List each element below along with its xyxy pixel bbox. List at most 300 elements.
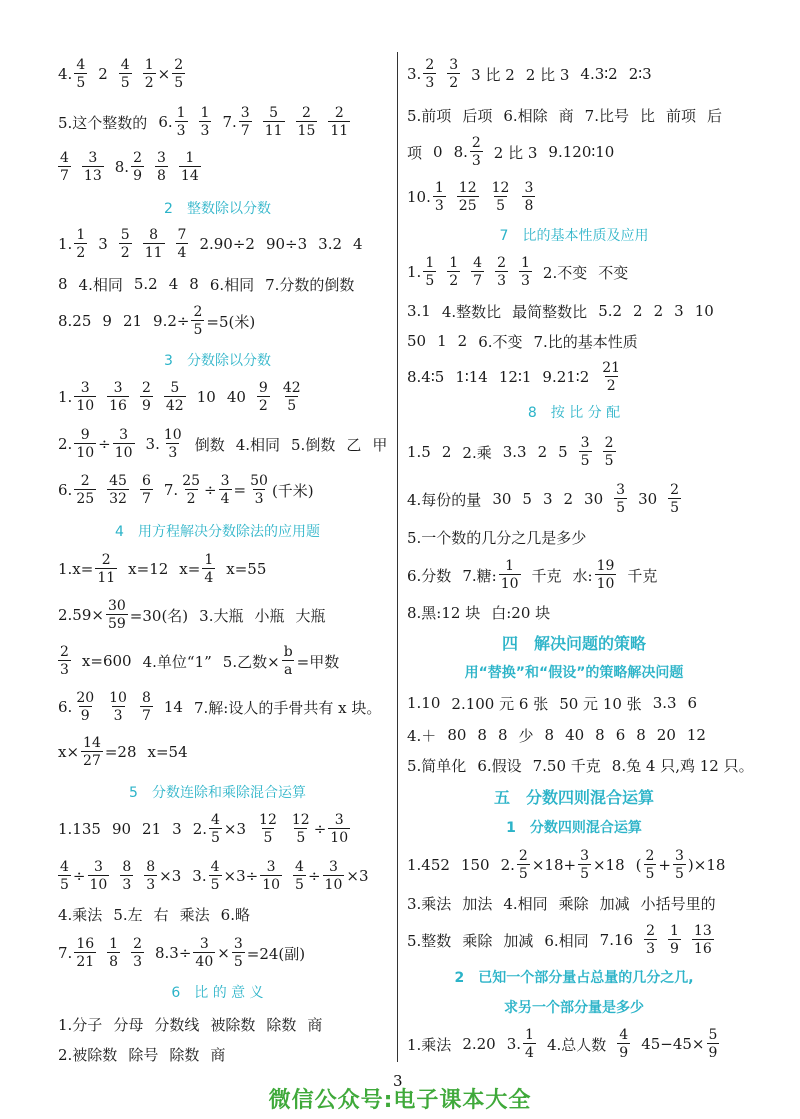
answer-text: 分数线 — [154, 1015, 200, 1034]
fraction-numerator: 3 — [199, 936, 209, 952]
answer-line — [407, 555, 752, 595]
heading-text: 5 分数连除和乘除混合运算 — [129, 785, 306, 801]
answer-text: 项 — [407, 143, 423, 162]
answer-text: 不变 — [598, 263, 629, 282]
answer-text: 商 — [558, 106, 574, 125]
answer-text: 2.20 — [462, 1035, 496, 1053]
answer-text: 1. — [58, 388, 73, 406]
fraction-numerator: 3 — [449, 57, 459, 73]
answer-text: 2 比 3 — [525, 65, 570, 84]
heading-text: 2 已知一个部分量占总量的几分之几, — [454, 970, 694, 986]
answer-text: 2 — [457, 332, 468, 350]
answer-text: 2 — [537, 443, 548, 461]
fraction-numerator: 3 — [113, 380, 123, 396]
answer-text: 2 — [633, 302, 643, 320]
fraction — [328, 813, 350, 845]
fraction-numerator: 3 — [329, 859, 338, 875]
fraction-denominator: 8 — [524, 198, 534, 214]
answer-line — [58, 470, 388, 510]
answer-text: x=600 — [81, 652, 132, 670]
answer-text: 50 — [407, 332, 427, 350]
answer-line — [58, 1034, 388, 1074]
answer-text: 20 — [656, 726, 676, 744]
fraction-numerator: 7 — [177, 227, 187, 243]
answer-text: 6 — [615, 726, 626, 744]
answer-text: × — [157, 65, 171, 83]
answer-line — [407, 845, 752, 885]
fraction-numerator: 10 — [163, 427, 182, 443]
fraction-denominator: 5 — [233, 954, 243, 970]
answer-text: x= — [179, 560, 201, 578]
fraction — [74, 381, 96, 413]
answer-text: 8 — [58, 275, 68, 293]
fraction-numerator: 50 — [250, 473, 268, 489]
answer-text: 6. — [158, 113, 173, 131]
fraction — [457, 181, 479, 213]
answer-text: + — [658, 856, 671, 874]
answer-text: 30 — [492, 490, 512, 508]
fraction-numerator: 2 — [645, 848, 655, 864]
fraction — [644, 849, 657, 881]
answer-text: 5 — [558, 443, 568, 461]
answer-text: 6. — [58, 481, 73, 499]
answer-text: 4.乘法 — [58, 905, 103, 924]
fraction-denominator: 9 — [133, 168, 142, 184]
answer-text: 加减 — [503, 931, 534, 950]
fraction-numerator: b — [283, 644, 293, 660]
answer-text: 21 — [142, 820, 162, 838]
answer-text: 3.大瓶 — [199, 606, 244, 625]
fraction — [219, 474, 232, 506]
answer-text: 7.解:设人的手骨共有 x 块。 — [193, 698, 382, 717]
fraction-numerator: 2 — [133, 150, 142, 166]
fraction-denominator: 5 — [604, 453, 614, 469]
fraction-denominator: 32 — [109, 491, 127, 507]
answer-text: =24(副) — [246, 944, 306, 963]
answer-text: 2 — [653, 302, 664, 320]
fraction — [131, 151, 144, 183]
fraction-denominator: 4 — [204, 570, 214, 586]
answer-text: 1.135 — [58, 820, 101, 838]
answer-text: 被除数 — [210, 1015, 256, 1034]
fraction-denominator: 5 — [193, 322, 203, 338]
fraction-denominator: 10 — [330, 830, 349, 846]
section-heading — [407, 807, 752, 847]
fraction-numerator: 13 — [693, 923, 712, 939]
fraction-denominator: 5 — [120, 75, 130, 91]
answer-text: 6.分数 — [407, 566, 452, 585]
fraction — [74, 937, 96, 969]
fraction — [644, 924, 657, 956]
answer-text: 7. — [222, 113, 237, 131]
fraction — [209, 860, 222, 892]
answer-text: ×3 — [346, 867, 369, 885]
fraction-denominator: 5 — [295, 877, 304, 893]
answer-line — [407, 177, 752, 217]
fraction-numerator: 2 — [141, 380, 151, 396]
fraction-denominator: 59 — [107, 616, 126, 632]
fraction-numerator: 2 — [604, 435, 614, 451]
fraction-denominator: 3 — [254, 491, 264, 507]
fraction-denominator: 14 — [180, 168, 199, 184]
fraction-numerator: 4 — [60, 859, 69, 875]
answer-text: 9 — [102, 312, 112, 330]
fraction-numerator: 2 — [471, 135, 481, 151]
fraction-numerator: 4 — [76, 57, 86, 73]
fraction-numerator: 30 — [107, 598, 126, 614]
answer-text: 8. — [453, 143, 468, 161]
answer-text: 3 — [542, 490, 553, 508]
answer-text: 10 — [196, 388, 216, 406]
fraction-denominator: 5 — [670, 500, 680, 516]
answer-text: 水: — [572, 566, 593, 585]
fraction — [74, 428, 96, 460]
answer-text: 2 — [563, 490, 574, 508]
fraction-denominator: 4 — [177, 245, 187, 261]
answer-text: 8.3÷ — [154, 944, 192, 962]
answer-text: 后 — [707, 106, 723, 125]
fraction — [290, 813, 312, 845]
answer-text: ÷ — [307, 867, 321, 885]
fraction-numerator: 3 — [580, 848, 589, 864]
answer-text: 商 — [307, 1015, 323, 1034]
answer-text: 5.2 — [133, 275, 158, 293]
fraction — [107, 691, 129, 723]
fraction-denominator: 7 — [240, 123, 250, 139]
fraction-denominator: 3 — [122, 877, 132, 893]
fraction-numerator: 5 — [120, 227, 130, 243]
answer-text: 5.这个整数的 — [58, 113, 148, 132]
fraction-denominator: 3 — [521, 273, 530, 289]
answer-text: 5.2 — [598, 302, 623, 320]
answer-text: 8. — [114, 158, 130, 176]
fraction-denominator: 11 — [330, 123, 349, 139]
answer-line — [407, 479, 752, 519]
section-heading — [58, 772, 388, 812]
answer-text: 150 — [460, 856, 490, 874]
fraction-denominator: 5 — [675, 866, 684, 882]
fraction-denominator: 10 — [89, 877, 108, 893]
answer-text: 45−45× — [641, 1035, 705, 1053]
answer-text: 90 — [111, 820, 132, 838]
fraction-denominator: 10 — [76, 445, 95, 461]
answer-text: 3 — [98, 235, 108, 253]
answer-text: 分母 — [113, 1015, 144, 1034]
fraction — [614, 483, 627, 515]
answer-text: 6.假设 — [477, 756, 522, 775]
heading-text: 3 分数除以分数 — [164, 353, 271, 369]
fraction-denominator: 3 — [646, 941, 655, 957]
fraction-numerator: 1 — [449, 255, 459, 271]
answer-text: 2. — [192, 820, 207, 838]
fraction-denominator: 5 — [580, 453, 590, 469]
answer-text: 4 — [353, 235, 363, 253]
answer-text: 乙 — [346, 435, 362, 454]
fraction-numerator: 9 — [80, 427, 90, 443]
fraction-numerator: 45 — [109, 473, 127, 489]
fraction-denominator: 11 — [264, 123, 283, 139]
answer-text: 4.每份的量 — [407, 490, 482, 509]
fraction-numerator: 5 — [269, 105, 279, 121]
fraction-numerator: 4 — [60, 150, 69, 166]
answer-text: 少 — [518, 726, 534, 745]
fraction-denominator: 3 — [497, 273, 506, 289]
fraction — [155, 151, 168, 183]
fraction-numerator: 3 — [220, 473, 230, 489]
fraction — [296, 106, 318, 138]
heading-text: 1 分数四则混合运算 — [506, 820, 642, 836]
fraction-denominator: 27 — [83, 753, 101, 769]
fraction-denominator: 3 — [168, 445, 178, 461]
answer-text: 7. — [163, 481, 179, 499]
answer-text: 5.简单化 — [407, 756, 467, 775]
answer-line — [58, 424, 388, 464]
fraction — [95, 553, 117, 585]
answer-text: 5.左 — [113, 905, 143, 924]
fraction — [603, 436, 616, 468]
answer-text: 3. — [145, 435, 160, 453]
fraction-numerator: 9 — [258, 380, 268, 396]
answer-text: 小括号里的 — [640, 894, 716, 913]
answer-line — [58, 224, 388, 264]
fraction-denominator: 13 — [83, 168, 102, 184]
fraction — [58, 860, 71, 892]
fraction — [193, 937, 215, 969]
answer-text: 2.被除数 — [58, 1045, 118, 1064]
fraction — [58, 645, 71, 677]
fraction-denominator: 10 — [114, 445, 133, 461]
fraction-numerator: 16 — [76, 936, 95, 952]
fraction-numerator: 21 — [602, 360, 621, 376]
fraction — [119, 228, 132, 260]
answer-text: )×18 — [687, 856, 726, 874]
fraction-numerator: 8 — [122, 859, 132, 875]
answer-text: x× — [58, 743, 80, 761]
fraction-numerator: 8 — [141, 690, 151, 706]
answer-text: ×3 — [159, 867, 182, 885]
fraction-denominator: 7 — [141, 708, 151, 724]
answer-line — [407, 1024, 752, 1064]
answer-line — [58, 732, 388, 772]
fraction-denominator: 2 — [606, 378, 616, 394]
answer-text: 4 — [168, 275, 179, 293]
fraction-numerator: 6 — [141, 473, 151, 489]
fraction — [517, 849, 530, 881]
answer-text: 3 — [172, 820, 182, 838]
section-heading — [407, 392, 752, 432]
fraction — [172, 58, 185, 90]
fraction-numerator: 2 — [425, 57, 435, 73]
answer-line — [58, 102, 388, 142]
answer-text: 5.前项 — [407, 106, 452, 125]
answer-text: 7.比号 — [584, 106, 629, 125]
fraction-numerator: 3 — [80, 380, 90, 396]
answer-text: 千克 — [627, 566, 658, 585]
fraction-numerator: 1 — [425, 255, 435, 271]
fraction — [260, 860, 282, 892]
fraction — [140, 381, 153, 413]
fraction-denominator: 2 — [449, 273, 459, 289]
heading-text: 8 按 比 分 配 — [527, 405, 621, 421]
answer-text: 1.452 — [407, 856, 450, 874]
fraction-numerator: 1 — [144, 57, 154, 73]
fraction-denominator: 7 — [141, 491, 151, 507]
fraction — [519, 256, 532, 288]
answer-text: 加法 — [462, 894, 493, 913]
fraction-denominator: 16 — [693, 941, 712, 957]
answer-text: 2.乘 — [462, 443, 492, 462]
fraction-numerator: 3 — [88, 150, 98, 166]
section-heading — [58, 511, 388, 551]
answer-text: 8.4∶5 — [407, 368, 445, 386]
fraction-numerator: 3 — [240, 105, 250, 121]
answer-text: 3.1 — [407, 302, 431, 320]
answer-text: 除数 — [266, 1015, 297, 1034]
answer-text: 1.乘法 — [407, 1035, 452, 1054]
fraction-denominator: 25 — [458, 198, 477, 214]
answer-text: 6.相同 — [544, 931, 589, 950]
fraction-numerator: 1 — [669, 923, 679, 939]
fraction — [88, 860, 110, 892]
fraction — [131, 937, 144, 969]
fraction-numerator: 2 — [334, 105, 344, 121]
fraction — [180, 474, 202, 506]
answer-text: 30 — [584, 490, 604, 508]
fraction-denominator: 10 — [596, 576, 615, 592]
answer-line — [407, 920, 752, 960]
fraction — [282, 645, 295, 677]
fraction-denominator: 5 — [60, 877, 69, 893]
answer-text: 6.略 — [220, 905, 250, 924]
answer-line — [58, 933, 388, 973]
answer-text: 8.25 — [58, 312, 92, 330]
fraction — [495, 256, 508, 288]
fraction-numerator: 2 — [670, 482, 680, 498]
fraction-denominator: 25 — [76, 491, 95, 507]
answer-text: 乘除 — [558, 894, 589, 913]
fraction — [470, 136, 483, 168]
answer-text: 3.3 — [652, 694, 677, 712]
answer-text: 5.倒数 — [291, 435, 336, 454]
fraction — [248, 474, 270, 506]
answer-text: 2∶3 — [628, 65, 652, 83]
section-heading — [407, 215, 752, 255]
answer-text: 3.乘法 — [407, 894, 452, 913]
fraction-denominator: 2 — [258, 398, 268, 414]
answer-line — [58, 377, 388, 417]
section-heading — [58, 188, 388, 228]
answer-text: x=54 — [147, 743, 188, 761]
fraction-numerator: 20 — [76, 690, 95, 706]
fraction — [143, 228, 165, 260]
answer-text: ÷ — [72, 867, 86, 885]
fraction-denominator: 21 — [76, 954, 95, 970]
fraction — [144, 860, 157, 892]
answer-text: 前项 — [665, 106, 696, 125]
answer-text: 2.59× — [58, 606, 104, 624]
fraction-denominator: 7 — [60, 168, 69, 184]
fraction-numerator: 12 — [259, 812, 277, 828]
fraction — [323, 860, 345, 892]
fraction-numerator: 3 — [93, 859, 103, 875]
fraction-numerator: 3 — [524, 180, 534, 196]
answer-text: ÷ — [204, 481, 217, 499]
fraction-denominator: 5 — [76, 75, 86, 91]
answer-text: 10 — [694, 302, 714, 320]
fraction-denominator: 9 — [141, 398, 151, 414]
answer-text: 10. — [407, 188, 431, 206]
answer-text: 加减 — [599, 894, 630, 913]
fraction-numerator: 5 — [170, 380, 180, 396]
fraction-denominator: 5 — [645, 866, 655, 882]
fraction — [239, 106, 252, 138]
fraction-denominator: 7 — [473, 273, 483, 289]
fraction — [143, 58, 156, 90]
fraction — [522, 181, 535, 213]
fraction — [82, 151, 104, 183]
answer-text: 6.不变 — [478, 332, 523, 351]
answer-line — [58, 147, 388, 187]
fraction-denominator: 5 — [496, 198, 505, 214]
fraction — [257, 813, 279, 845]
fraction-numerator: 1 — [185, 150, 195, 166]
answer-text: 大瓶 — [295, 606, 326, 625]
fraction-denominator: 5 — [263, 830, 273, 846]
answer-line — [407, 321, 752, 361]
answer-text: 5 — [522, 490, 532, 508]
fraction — [107, 937, 120, 969]
fraction-numerator: 12 — [291, 812, 310, 828]
answer-line — [58, 54, 388, 94]
answer-text: ×18 — [592, 856, 625, 874]
answer-line — [58, 641, 388, 681]
answer-line — [58, 894, 388, 934]
answer-text: 1. — [407, 263, 422, 281]
fraction-denominator: 3 — [146, 877, 156, 893]
fraction — [120, 860, 133, 892]
answer-text: 40 — [565, 726, 585, 744]
heading-text: 五 分数四则混合运算 — [493, 787, 654, 807]
answer-text: 4.3∶2 — [580, 65, 618, 83]
answer-text: 8.黑:12 块 — [407, 603, 481, 622]
answer-text: 90÷3 — [265, 235, 308, 253]
answer-text: 4.单位“1” — [142, 652, 212, 671]
fraction — [140, 691, 153, 723]
answer-text: 1. — [58, 235, 73, 253]
answer-line — [58, 595, 388, 635]
fraction-numerator: 2 — [497, 255, 506, 271]
fraction — [140, 474, 153, 506]
fraction-denominator: 2 — [186, 491, 196, 507]
fraction — [471, 256, 484, 288]
answer-line — [58, 687, 388, 727]
fraction — [175, 106, 188, 138]
fraction-denominator: 3 — [176, 123, 186, 139]
fraction-denominator: 11 — [144, 245, 163, 261]
answer-text: 4.相同 — [503, 894, 548, 913]
fraction-numerator: 2 — [301, 105, 311, 121]
column-divider — [397, 52, 398, 1062]
heading-text: 4 用方程解决分数除法的应用题 — [115, 524, 320, 540]
answer-text: 6 — [687, 694, 698, 712]
answer-text: 6. — [58, 698, 73, 716]
answer-text: 3 — [674, 302, 684, 320]
fraction — [595, 559, 617, 591]
fraction-numerator: 12 — [458, 180, 477, 196]
footer-watermark: 微信公众号:电子课本大全 — [268, 1088, 532, 1113]
fraction-denominator: 3 — [434, 198, 444, 214]
fraction-numerator: 2 — [518, 848, 528, 864]
